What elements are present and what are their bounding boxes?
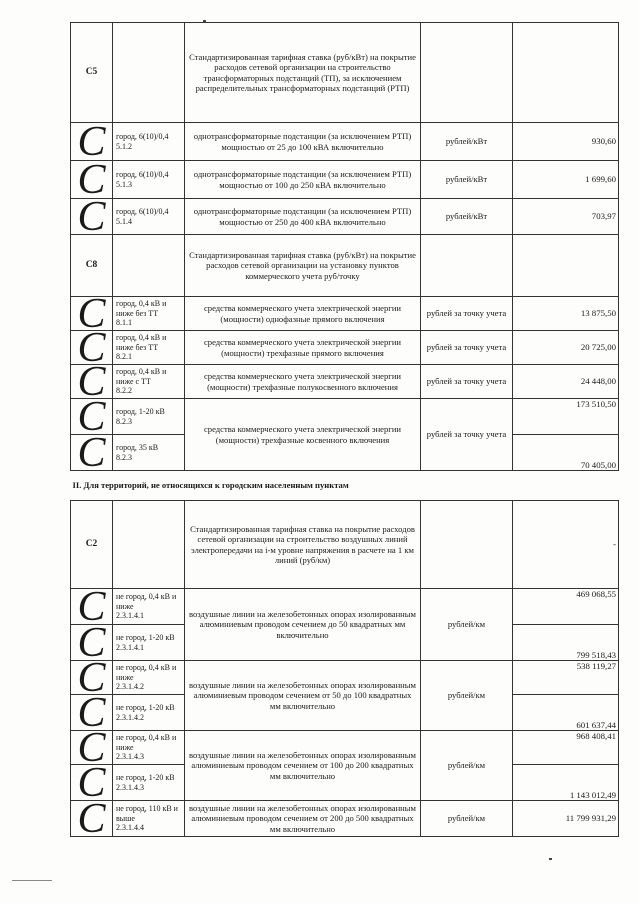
table-row xyxy=(71,365,619,399)
tariff-table xyxy=(70,22,619,842)
c5-header-row xyxy=(71,23,619,123)
row-unit: рублей за точку учета xyxy=(421,399,513,471)
table-row xyxy=(71,297,619,331)
table-row xyxy=(71,331,619,365)
row-value: 930,60 xyxy=(513,123,619,161)
row-description: средства коммерческого учета электрической энергии (мощности) трехфазные полукосвенного включения xyxy=(185,365,421,399)
c8-title: Стандартизированная тарифная ставка (руб/кВт) на покрытие расходов сетевой организации на установку пунктов коммерческого учета руб/точку xyxy=(185,235,421,297)
row-description: воздушные линии на железобетонных опорах изолированным алюминиевым проводом сечением до 50 квадратных мм включительно xyxy=(185,589,421,661)
table-row xyxy=(71,589,619,625)
row-location xyxy=(113,625,185,661)
location-text: город, 6(10)/0,4 xyxy=(116,131,169,141)
table-row xyxy=(71,123,619,161)
row-value: 799 518,43 xyxy=(513,625,619,661)
c8-empty-loc xyxy=(113,235,185,297)
row-letter: C xyxy=(71,731,113,765)
row-location xyxy=(113,731,185,765)
row-location xyxy=(113,297,185,331)
row-location xyxy=(113,801,185,837)
c2-empty-unit xyxy=(421,501,513,589)
row-description: воздушные линии на железобетонных опорах изолированным алюминиевым проводом сечением от 100 до 200 квадратных мм включительно xyxy=(185,731,421,801)
c2-header-row xyxy=(71,501,619,589)
location-text: город, 0,4 кВ и ниже без ТТ xyxy=(116,333,167,352)
row-code: 2.3.1.4.3 xyxy=(116,752,144,762)
row-location xyxy=(113,365,185,399)
row-description: средства коммерческого учета электрической энергии (мощности) трехфазные прямого включения xyxy=(185,331,421,365)
row-code: 2.3.1.4.2 xyxy=(116,712,144,722)
row-unit: рублей/км xyxy=(421,589,513,661)
row-value: 1 143 012,49 xyxy=(513,765,619,801)
row-value: 70 405,00 xyxy=(513,435,619,471)
row-description: однотрансформаторные подстанции (за исключением РТП) мощностью от 250 до 400 кВА включительно xyxy=(185,199,421,235)
row-location xyxy=(113,331,185,365)
part2-heading-row xyxy=(71,471,619,501)
location-text: город, 0,4 кВ и ниже без ТТ xyxy=(116,299,167,318)
row-description: однотрансформаторные подстанции (за исключением РТП) мощностью от 100 до 250 кВА включительно xyxy=(185,161,421,199)
row-location xyxy=(113,765,185,801)
location-text: не город, 1-20 кВ xyxy=(116,772,175,782)
table-row xyxy=(71,731,619,765)
part2-heading: II. Для территорий, не относящихся к городским населенным пунктам xyxy=(71,471,619,501)
location-text: не город, 0,4 кВ и ниже xyxy=(116,592,177,611)
row-letter: C xyxy=(71,331,113,365)
row-code: 8.2.2 xyxy=(116,386,132,396)
row-letter: C xyxy=(71,625,113,661)
table-row xyxy=(71,801,619,837)
location-text: город, 35 кВ xyxy=(116,442,159,452)
location-text: не город, 0,4 кВ и ниже xyxy=(116,733,177,752)
row-code: 5.1.3 xyxy=(116,179,132,189)
row-letter: C xyxy=(71,123,113,161)
row-description: средства коммерческого учета электрической энергии (мощности) трехфазные косвенного включения xyxy=(185,399,421,471)
row-letter: C xyxy=(71,695,113,731)
c2-empty-loc xyxy=(113,501,185,589)
location-text: не город, 1-20 кВ xyxy=(116,702,175,712)
row-location xyxy=(113,589,185,625)
row-value: 11 799 931,29 xyxy=(513,801,619,837)
row-letter: C xyxy=(71,661,113,695)
row-description: однотрансформаторные подстанции (за исключением РТП) мощностью от 25 до 100 кВА включительно xyxy=(185,123,421,161)
row-letter: C xyxy=(71,765,113,801)
row-location xyxy=(113,123,185,161)
row-letter: C xyxy=(71,435,113,471)
row-letter: C xyxy=(71,399,113,435)
c5-empty-value xyxy=(513,23,619,123)
row-unit: рублей/кВт xyxy=(421,123,513,161)
row-unit: рублей/кВт xyxy=(421,199,513,235)
row-value: 469 068,55 xyxy=(513,589,619,625)
c2-code: C2 xyxy=(71,501,113,589)
row-unit: рублей/кВт xyxy=(421,161,513,199)
row-unit: рублей за точку учета xyxy=(421,297,513,331)
location-text: не город, 110 кВ и выше xyxy=(116,804,178,823)
c8-code: C8 xyxy=(71,235,113,297)
row-value: 1 699,60 xyxy=(513,161,619,199)
row-location xyxy=(113,161,185,199)
c5-empty-loc xyxy=(113,23,185,123)
row-code: 8.2.3 xyxy=(116,416,132,426)
c5-empty-unit xyxy=(421,23,513,123)
row-unit: рублей за точку учета xyxy=(421,331,513,365)
row-letter: C xyxy=(71,199,113,235)
c8-header-row xyxy=(71,235,619,297)
row-value: 538 119,27 xyxy=(513,661,619,695)
location-text: город, 0,4 кВ и ниже с ТТ xyxy=(116,367,167,386)
row-code: 2.3.1.4.2 xyxy=(116,682,144,692)
row-value: 703,97 xyxy=(513,199,619,235)
row-location xyxy=(113,661,185,695)
c5-title: Стандартизированная тарифная ставка (руб/кВт) на покрытие расходов сетевой организации на строительство трансформаторных подстанций (ТП), за исключением распределительных трансформаторных подстанций (РТП) xyxy=(185,23,421,123)
location-text: город, 1-20 кВ xyxy=(116,406,165,416)
row-code: 8.1.1 xyxy=(116,318,132,328)
location-text: не город, 0,4 кВ и ниже xyxy=(116,663,177,682)
row-code: 8.2.3 xyxy=(116,452,132,462)
c5-code: C5 xyxy=(71,23,113,123)
location-text: город, 6(10)/0,4 xyxy=(116,206,169,216)
row-letter: C xyxy=(71,161,113,199)
row-unit: рублей/км xyxy=(421,661,513,731)
row-description: воздушные линии на железобетонных опорах изолированным алюминиевым проводом сечением от 50 до 100 квадратных мм включительно xyxy=(185,661,421,731)
row-letter: C xyxy=(71,801,113,837)
row-description: средства коммерческого учета электрической энергии (мощности) однофазные прямого включения xyxy=(185,297,421,331)
table-row xyxy=(71,399,619,435)
row-code: 5.1.4 xyxy=(116,216,132,226)
row-code: 2.3.1.4.1 xyxy=(116,642,144,652)
row-unit: рублей/км xyxy=(421,801,513,837)
c2-dash: - xyxy=(513,501,619,589)
location-text: не город, 1-20 кВ xyxy=(116,632,175,642)
row-location xyxy=(113,695,185,731)
row-letter: C xyxy=(71,365,113,399)
row-location xyxy=(113,199,185,235)
row-code: 5.1.2 xyxy=(116,141,132,151)
row-unit: рублей/км xyxy=(421,731,513,801)
c8-empty-unit xyxy=(421,235,513,297)
table-row xyxy=(71,161,619,199)
row-location xyxy=(113,399,185,435)
scan-speck xyxy=(549,858,552,860)
tariff-table-sheet xyxy=(70,22,618,842)
c8-empty-value xyxy=(513,235,619,297)
row-code: 2.3.1.4.4 xyxy=(116,823,144,833)
row-letter: C xyxy=(71,297,113,331)
row-location xyxy=(113,435,185,471)
location-text: город, 6(10)/0,4 xyxy=(116,169,169,179)
row-value: 24 448,00 xyxy=(513,365,619,399)
row-value: 601 637,44 xyxy=(513,695,619,731)
table-row xyxy=(71,661,619,695)
row-value: 968 408,41 xyxy=(513,731,619,765)
row-code: 2.3.1.4.3 xyxy=(116,782,144,792)
row-value: 20 725,00 xyxy=(513,331,619,365)
row-letter: C xyxy=(71,589,113,625)
row-description: воздушные линии на железобетонных опорах изолированным алюминиевым проводом сечением от 200 до 500 квадратных мм включительно xyxy=(185,801,421,837)
row-unit: рублей за точку учета xyxy=(421,365,513,399)
scan-speck xyxy=(203,20,206,22)
table-row xyxy=(71,199,619,235)
row-code: 8.2.1 xyxy=(116,352,132,362)
row-code: 2.3.1.4.1 xyxy=(116,611,144,621)
row-value: 173 510,50 xyxy=(513,399,619,435)
scan-speck xyxy=(12,880,52,881)
row-value: 13 875,50 xyxy=(513,297,619,331)
c2-title: Стандартизированная тарифная ставка на покрытие расходов сетевой организации на строительство воздушных линий электропередачи на i-м уровне напряжения в расчете на 1 км линий (руб/км) xyxy=(185,501,421,589)
